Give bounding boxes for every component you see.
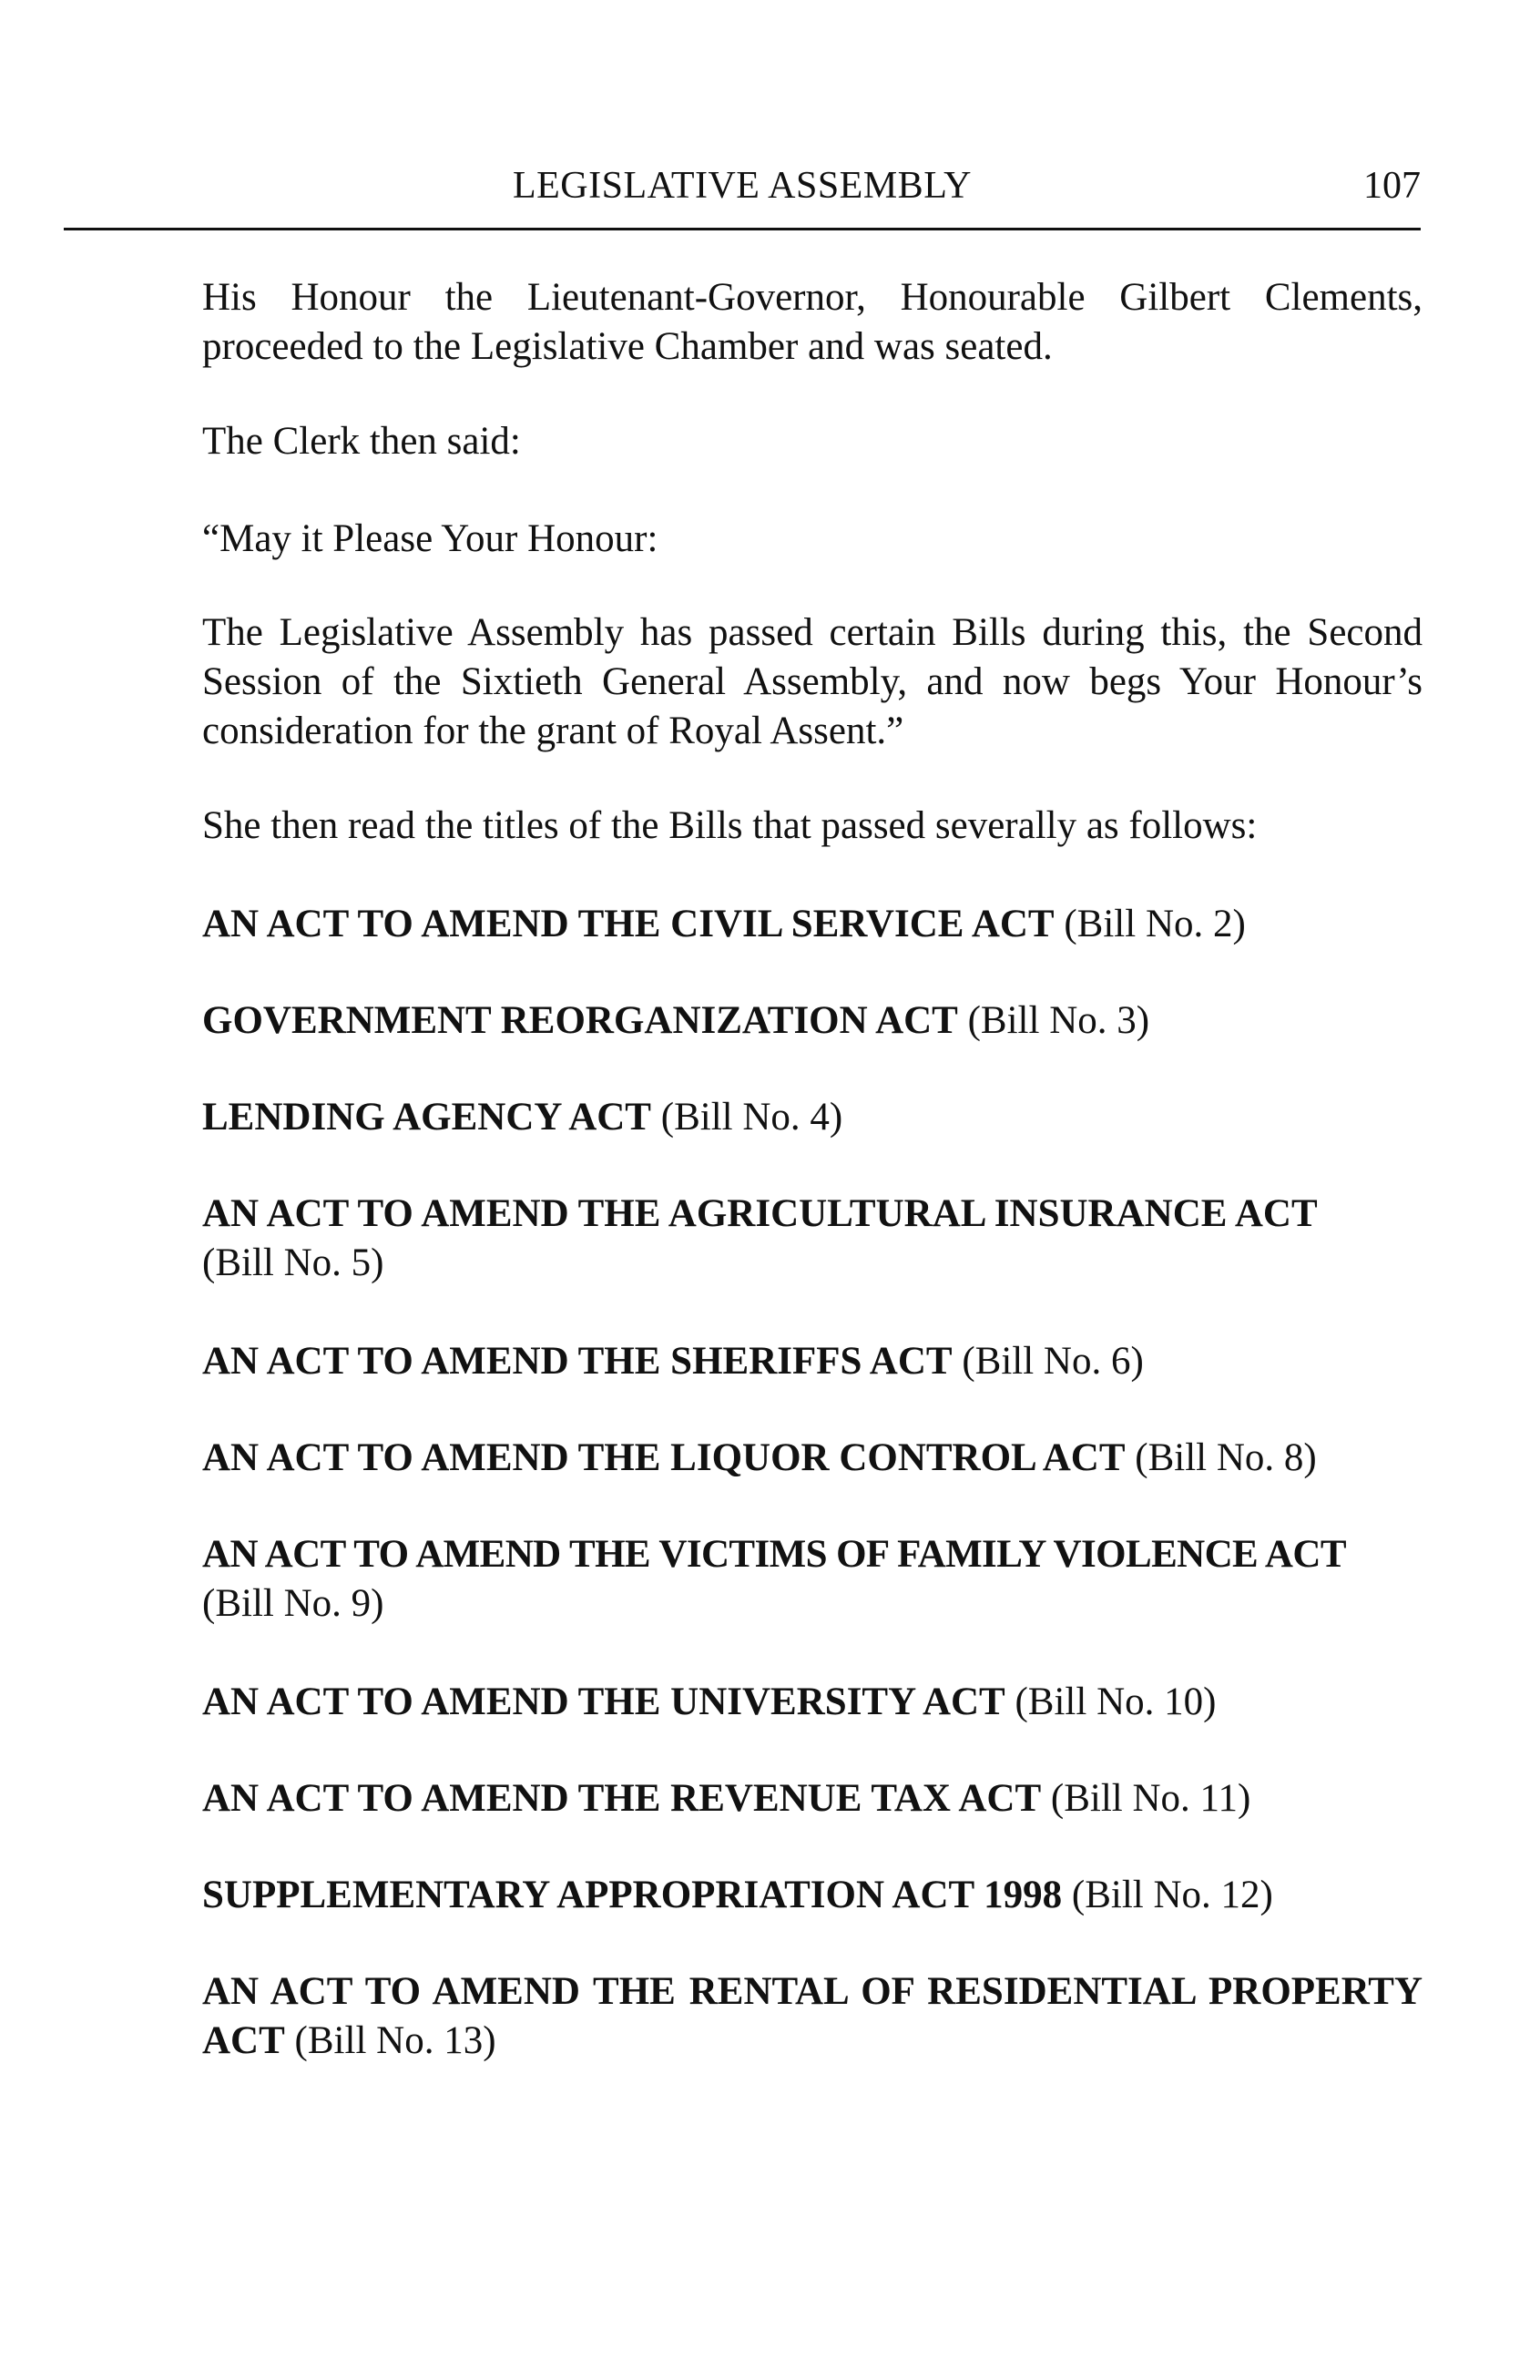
paragraph-bills-passed: The Legislative Assembly has passed certain Bills during this, the Second Session of the Sixtieth General Assembly, and now begs Your Honour’s consideration for the grant of Royal Assent.”: [202, 611, 1423, 752]
bill-number: (Bill No. 11): [1041, 1777, 1251, 1820]
bill-entry: [202, 1337, 1423, 1386]
bill-entry: [202, 1967, 1423, 2066]
page-number: 107: [1363, 165, 1421, 207]
bill-number: (Bill No. 13): [284, 2019, 496, 2062]
paragraph-address: “May it Please Your Honour:: [202, 517, 658, 560]
running-title: LEGISLATIVE ASSEMBLY: [513, 165, 972, 207]
paragraph-clerk-said: The Clerk then said:: [202, 420, 521, 463]
bill-title: GOVERNMENT REORGANIZATION ACT: [202, 999, 958, 1042]
bill-title: AN ACT TO AMEND THE LIQUOR CONTROL ACT: [202, 1436, 1126, 1479]
bill-number: (Bill No. 8): [1125, 1436, 1317, 1479]
bill-entry: [202, 996, 1423, 1046]
bill-entry: [202, 900, 1423, 949]
bill-title: AN ACT TO AMEND THE CIVIL SERVICE ACT: [202, 903, 1055, 945]
bill-entry: [202, 1190, 1423, 1288]
bill-number: (Bill No. 9): [202, 1582, 384, 1625]
bill-entry: [202, 1678, 1423, 1727]
bill-entry: [202, 1434, 1423, 1483]
paragraph-governor-arrival: His Honour the Lieutenant-Governor, Honourable Gilbert Clements, proceeded to the Legislative Chamber and was seated.: [202, 276, 1423, 368]
bill-number: (Bill No. 10): [1005, 1680, 1217, 1723]
bill-entry: [202, 1530, 1423, 1629]
bill-title: AN ACT TO AMEND THE AGRICULTURAL INSURANCE ACT: [202, 1192, 1318, 1235]
paragraph-titles-read: She then read the titles of the Bills that passed severally as follows:: [202, 804, 1258, 847]
bill-title: AN ACT TO AMEND THE VICTIMS OF FAMILY VIOLENCE ACT: [202, 1533, 1346, 1576]
bill-title: SUPPLEMENTARY APPROPRIATION ACT 1998: [202, 1874, 1063, 1916]
bill-number: (Bill No. 12): [1062, 1874, 1273, 1916]
bill-title: AN ACT TO AMEND THE REVENUE TAX ACT: [202, 1777, 1042, 1820]
running-header: [64, 164, 1421, 230]
bill-entry: [202, 1774, 1423, 1823]
bill-title: AN ACT TO AMEND THE UNIVERSITY ACT: [202, 1680, 1005, 1723]
bill-title: LENDING AGENCY ACT: [202, 1096, 651, 1139]
bill-number: (Bill No. 4): [651, 1096, 843, 1139]
bill-number: (Bill No. 3): [957, 999, 1150, 1042]
bill-number: (Bill No. 2): [1054, 903, 1246, 945]
bill-entry: [202, 1093, 1423, 1142]
bill-entry: [202, 1871, 1423, 1920]
bill-title: AN ACT TO AMEND THE SHERIFFS ACT: [202, 1340, 953, 1383]
bill-number: (Bill No. 5): [202, 1241, 384, 1284]
bill-title: AN ACT TO AMEND THE RENTAL OF RESIDENTIAL PROPERTY ACT: [202, 1970, 1423, 2062]
bill-number: (Bill No. 6): [952, 1340, 1144, 1383]
